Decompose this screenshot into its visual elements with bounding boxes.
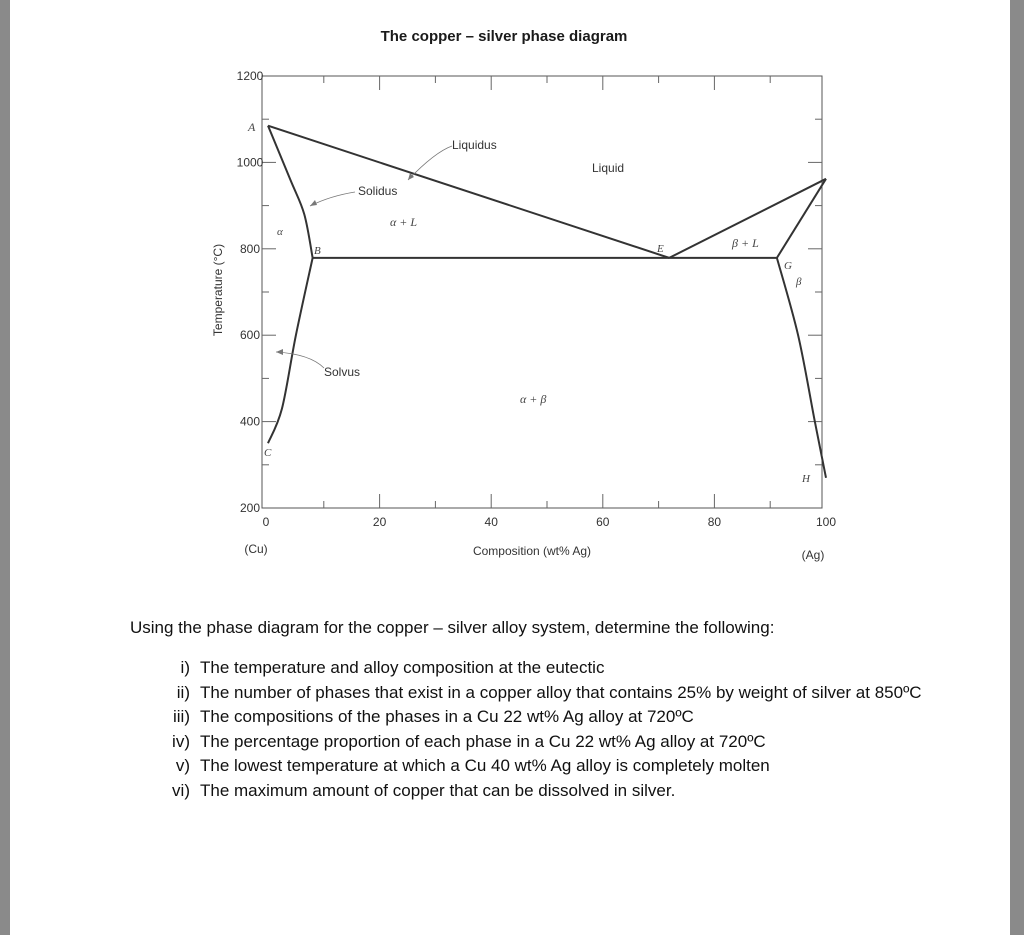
y-tick-label: 600 xyxy=(239,328,261,343)
phase-curve xyxy=(268,258,313,443)
phase-diagram xyxy=(10,0,1010,600)
question-item xyxy=(162,754,922,779)
question-text: The number of phases that exist in a copper alloy that contains 25% by weight of silver at 850ºC xyxy=(200,682,922,702)
y-tick-label: 200 xyxy=(239,501,261,515)
point-b: B xyxy=(314,245,321,257)
solidus-arrowhead xyxy=(310,200,317,206)
x-tick-label: 20 xyxy=(372,515,387,529)
x-tick-label: 80 xyxy=(707,515,722,529)
question-item xyxy=(162,779,922,804)
phase-curves xyxy=(268,126,826,478)
phase-curve xyxy=(268,126,313,258)
region-beta-l: β + L xyxy=(732,236,759,250)
y-tick-labels xyxy=(237,69,264,515)
y-tick-label: 1200 xyxy=(236,69,264,83)
question-text: The temperature and alloy composition at the eutectic xyxy=(200,658,605,677)
solvus-arrowhead xyxy=(276,349,283,355)
x-tick-label: 40 xyxy=(484,515,498,529)
question-list xyxy=(162,656,922,803)
y-axis-label: Temperature (°C) xyxy=(211,243,225,337)
x-tick-label: 100 xyxy=(815,515,837,529)
region-beta: β xyxy=(796,276,802,288)
y-tick-label: 1000 xyxy=(236,155,264,170)
axis-ticks xyxy=(262,76,822,508)
point-g: G xyxy=(784,260,792,272)
question-number: iii) xyxy=(173,707,190,726)
question-text: The percentage proportion of each phase in a Cu 22 wt% Ag alloy at 720ºC xyxy=(200,731,766,751)
question-item xyxy=(162,681,922,706)
x-tick-label: 0 xyxy=(262,515,270,529)
x-tick-label: 60 xyxy=(596,515,610,529)
region-liquid: Liquid xyxy=(592,161,625,175)
question-number: i) xyxy=(180,658,190,677)
question-text: The lowest temperature at which a Cu 40 wt% Ag alloy is completely molten xyxy=(200,756,770,775)
y-tick-label: 800 xyxy=(239,241,261,256)
point-a: A xyxy=(248,120,256,134)
question-number: ii) xyxy=(176,682,190,702)
point-h: H xyxy=(802,473,810,485)
x-end-label-ag: (Ag) xyxy=(801,548,825,562)
question-number: vi) xyxy=(172,780,190,800)
point-e: E xyxy=(657,243,664,255)
question-item xyxy=(162,705,922,730)
question-intro: Using the phase diagram for the copper – silver alloy system, determine the following: xyxy=(130,618,775,637)
region-alpha: α xyxy=(277,226,283,238)
x-end-label-cu: (Cu) xyxy=(244,542,268,556)
liquidus-label: Liquidus xyxy=(452,138,497,152)
question-number: v) xyxy=(175,756,190,775)
solidus-leader xyxy=(310,192,355,206)
solvus-label: Solvus xyxy=(324,365,361,379)
question-text: The compositions of the phases in a Cu 22 wt% Ag alloy at 720ºC xyxy=(200,707,694,726)
point-c: C xyxy=(264,447,272,459)
region-alpha-l: α + L xyxy=(390,215,418,229)
question-text: The maximum amount of copper that can be dissolved in silver. xyxy=(200,780,676,800)
question-item xyxy=(162,730,922,755)
solvus-leader xyxy=(276,352,324,368)
solidus-label: Solidus xyxy=(358,184,398,198)
x-tick-labels xyxy=(263,515,837,529)
question-number: iv) xyxy=(172,731,190,751)
question-item xyxy=(162,656,922,681)
phase-curve xyxy=(777,258,826,478)
x-axis-label: Composition (wt% Ag) xyxy=(472,544,592,558)
diagram-title: The copper – silver phase diagram xyxy=(380,28,628,45)
page-sheet xyxy=(10,0,1010,935)
y-tick-label: 400 xyxy=(239,414,261,429)
region-alpha-beta: α + β xyxy=(520,392,547,406)
plot-frame xyxy=(262,76,822,508)
